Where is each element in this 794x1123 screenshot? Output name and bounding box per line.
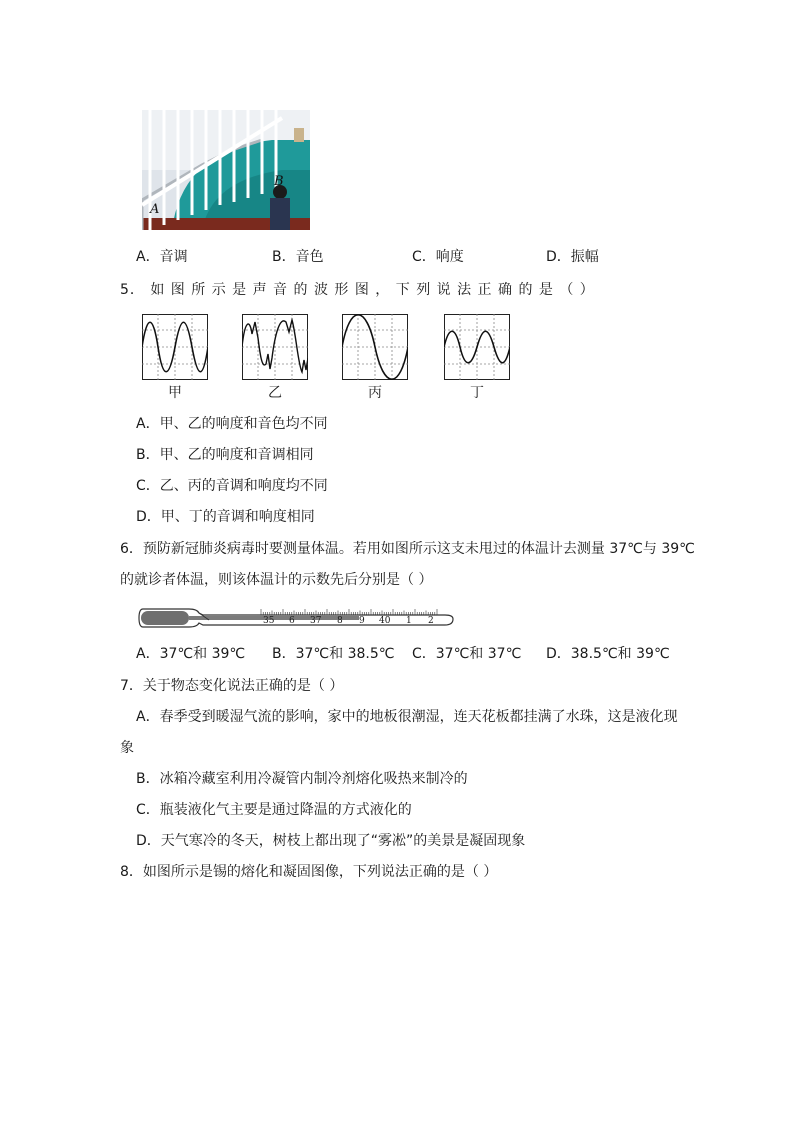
thermo-scale-37: 37 [310,616,322,626]
q6-option-b[interactable]: B．37℃和 38.5℃ [272,646,395,662]
q4-option-c[interactable]: C．响度 [412,249,464,265]
q5-option-d[interactable]: D．甲、丁的音调和响度相同 [136,509,315,525]
q5-option-b[interactable]: B．甲、乙的响度和音调相同 [136,447,314,463]
waveform-ding [444,314,510,380]
q7-option-c[interactable]: C．瓶装液化气主要是通过降温的方式液化的 [136,802,412,818]
thermo-scale-38: 8 [337,616,343,626]
q6-stem-line2: 的就诊者体温，则该体温计的示数先后分别是（ ） [120,572,433,588]
thermo-scale-35: 35 [263,616,275,626]
q6-stem-line1: 6．预防新冠肺炎病毒时要测量体温。若用如图所示这支未甩过的体温计去测量 37℃与 39℃ [120,541,695,557]
q6-option-d[interactable]: D．38.5℃和 39℃ [546,646,670,662]
q4-option-a[interactable]: A．音调 [136,249,188,265]
thermo-scale-40: 40 [379,616,391,626]
q5-stem: 5． 如 图 所 示 是 声 音 的 波 形 图 ， 下 列 说 法 正 确 的 是 （ ） [120,282,595,298]
q7-option-b[interactable]: B．冰箱冷藏室利用冷凝管内制冷剂熔化吸热来制冷的 [136,771,468,787]
waveform-bing [342,314,408,380]
q7-option-a-line1[interactable]: A．春季受到暖湿气流的影响，家中的地板很潮湿，连天花板都挂满了水珠，这是液化现 [136,709,678,725]
wave-label-ding: 丁 [470,385,484,401]
stairwell-photo-drawing [142,110,310,230]
wave-label-yi: 乙 [268,385,282,401]
q7-option-a-line2[interactable]: 象 [120,740,134,756]
waveform-jia [142,314,208,380]
thermo-scale-42: 2 [428,616,434,626]
waveform-yi [242,314,308,380]
thermo-scale-41: 1 [406,616,412,626]
thermo-scale-36: 6 [289,616,295,626]
q7-option-d[interactable]: D．天气寒冷的冬天，树枝上都出现了“雾凇”的美景是凝固现象 [136,833,526,849]
q7-stem: 7．关于物态变化说法正确的是（ ） [120,678,344,694]
wave-label-jia: 甲 [168,385,182,401]
photo-label-a: A [150,202,160,217]
thermometer-figure [137,601,455,633]
q5-option-a[interactable]: A．甲、乙的响度和音色均不同 [136,416,328,432]
q4-option-d[interactable]: D．振幅 [546,249,599,265]
wave-label-bing: 丙 [368,385,382,401]
q5-option-c[interactable]: C．乙、丙的音调和响度均不同 [136,478,328,494]
q6-option-c[interactable]: C．37℃和 37℃ [412,646,522,662]
photo-label-b: B [274,174,284,189]
thermo-scale-39: 9 [359,616,365,626]
stairwell-photo [142,110,310,230]
q6-option-a[interactable]: A．37℃和 39℃ [136,646,246,662]
q4-option-b[interactable]: B．音色 [272,249,324,265]
q8-stem: 8．如图所示是锡的熔化和凝固图像，下列说法正确的是（ ） [120,864,498,880]
